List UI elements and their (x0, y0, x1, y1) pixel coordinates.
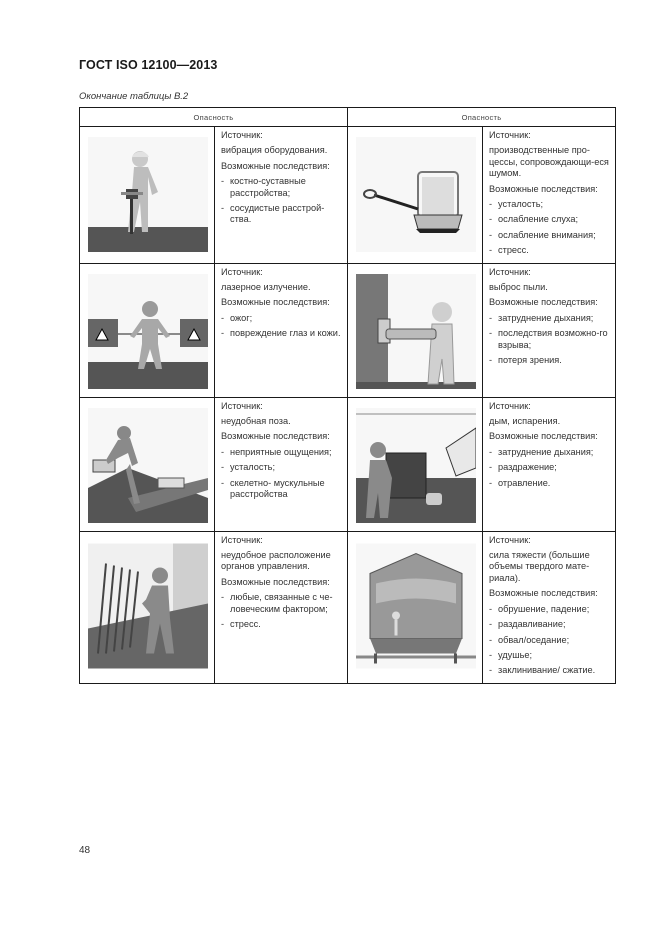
consequences-label: Возможные последствия: (489, 297, 598, 308)
consequence-item: - заклинивание/ сжатие. (489, 665, 611, 676)
consequence-item: - ожог; (221, 313, 343, 324)
worker-grinding-with-dust-illustration (356, 274, 476, 389)
worker-near-exhaust-fumes-illustration (356, 408, 476, 523)
consequence-item: - усталость; (221, 462, 343, 473)
source-label: Источник: (221, 130, 263, 140)
column-header: Опасность (348, 108, 616, 127)
person-between-laser-emitters-illustration (88, 274, 208, 389)
consequence-item: - костно-суставные расстройства; (221, 176, 343, 199)
table-row (80, 263, 616, 397)
consequence-item: - затруднение дыхания; (489, 313, 611, 324)
consequence-item: - сосудистые расстрой-ства. (221, 203, 343, 226)
table-row (80, 397, 616, 531)
consequence-item: - потеря зрения. (489, 355, 611, 366)
consequences-label: Возможные последствия: (221, 431, 330, 442)
consequence-item: - раздражение; (489, 462, 611, 473)
table-row (80, 127, 616, 264)
consequence-item: - обвал/оседание; (489, 635, 611, 646)
vibratory-plate-compactor-illustration (356, 137, 476, 252)
consequences-label: Возможные последствия: (489, 431, 598, 442)
consequence-item: - удушье; (489, 650, 611, 661)
source-label: Источник: (221, 266, 263, 277)
consequence-item: - затруднение дыхания; (489, 447, 611, 458)
consequences-label: Возможные последствия: (221, 160, 330, 171)
worker-at-lever-controls-illustration (88, 542, 208, 670)
consequence-item: - неприятные ощущения; (221, 447, 343, 458)
person-inside-silo-illustration (356, 542, 476, 670)
consequence-item: - любые, связанные с че-ловеческим фактором; (221, 592, 343, 615)
consequence-item: - ослабление внимания; (489, 230, 611, 241)
consequence-item: - усталость; (489, 199, 611, 210)
consequence-item: - стресс. (489, 245, 611, 256)
source-label: Источник: (489, 266, 531, 277)
consequence-item: - скелетно- мускульные расстройства (221, 478, 343, 501)
worker-bending-at-conveyor-illustration (88, 408, 208, 523)
worker-with-jackhammer-illustration (88, 137, 208, 252)
source-value: производственные про-цессы, сопровождающи-еся шумом. (489, 145, 609, 179)
consequence-item: - стресс. (221, 619, 343, 630)
source-value: вибрация оборудования. (221, 145, 328, 156)
standard-title: ГОСТ ISO 12100—2013 (79, 58, 218, 72)
source-value: дым, испарения. (489, 416, 561, 427)
consequences-label: Возможные последствия: (221, 297, 330, 308)
consequence-item: - раздавливание; (489, 619, 611, 630)
source-value: выброс пыли. (489, 282, 548, 293)
source-value: неудобное расположение органов управления. (221, 550, 331, 572)
consequence-item: - отравление. (489, 478, 611, 489)
table-caption: Окончание таблицы В.2 (79, 91, 189, 102)
source-label: Источник: (489, 130, 531, 140)
consequence-item: - повреждение глаз и кожи. (221, 328, 343, 339)
source-value: сила тяжести (большие объемы твердого мате-риала). (489, 550, 590, 583)
source-label: Источник: (489, 534, 531, 545)
column-header: Опасность (80, 108, 348, 127)
table-row (80, 531, 616, 683)
consequence-item: - последствия возможно-го взрыва; (489, 328, 611, 351)
consequences-label: Возможные последствия: (489, 183, 598, 194)
source-value: лазерное излучение. (221, 282, 311, 293)
source-label: Источник: (221, 400, 263, 411)
source-label: Источник: (221, 534, 263, 545)
source-label: Источник: (489, 400, 531, 411)
consequence-item: - ослабление слуха; (489, 214, 611, 225)
page-number: 48 (79, 845, 91, 856)
table-header-row (80, 108, 616, 127)
source-value: неудобная поза. (221, 416, 291, 427)
hazard-table (79, 107, 616, 684)
consequences-label: Возможные последствия: (489, 588, 598, 599)
consequences-label: Возможные последствия: (221, 576, 330, 587)
consequence-item: - обрушение, падение; (489, 604, 611, 615)
